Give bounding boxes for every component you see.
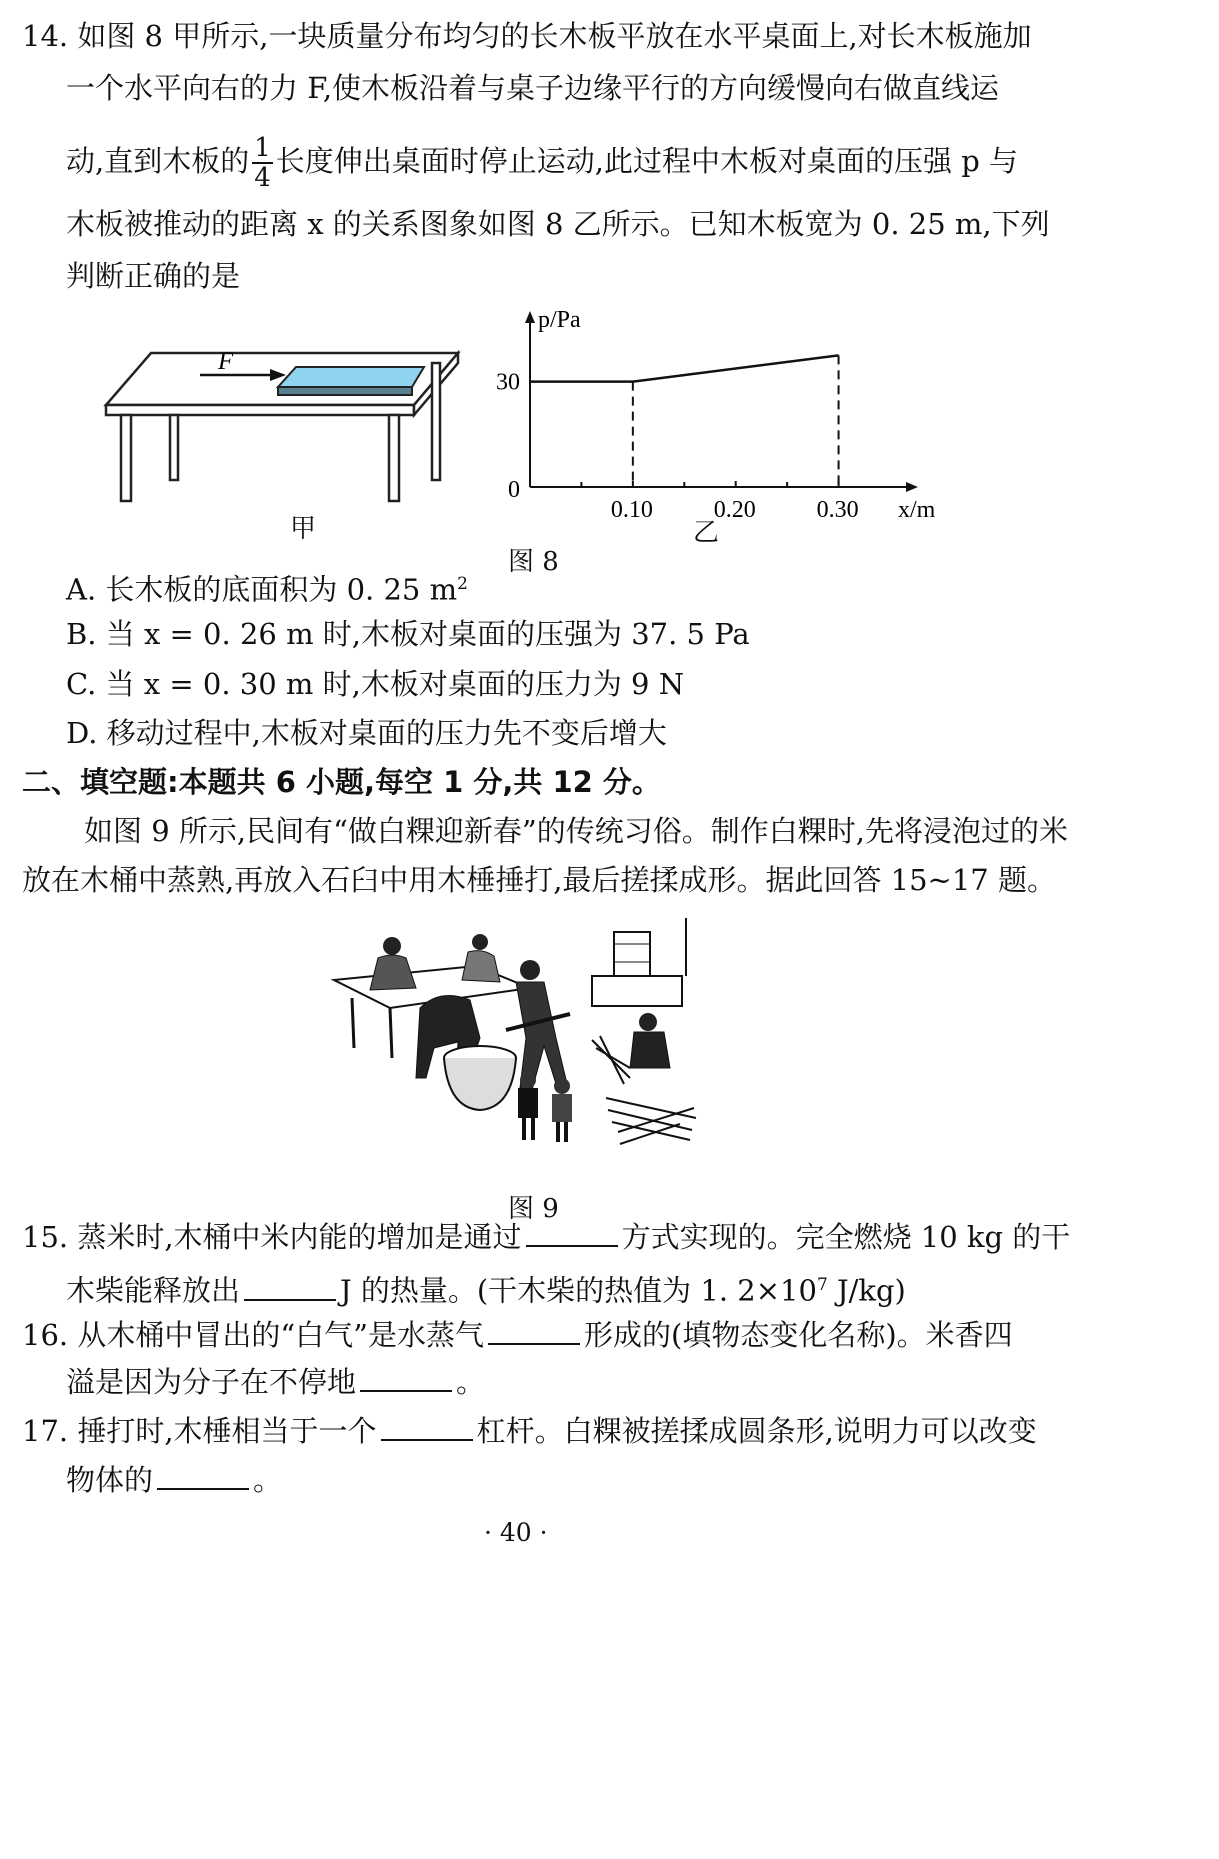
q16-line-1 bbox=[22, 1315, 1013, 1355]
q17-line-1 bbox=[22, 1411, 1037, 1451]
stone-mortar bbox=[444, 1058, 516, 1110]
child-body bbox=[552, 1094, 572, 1122]
force-label: F bbox=[218, 348, 234, 375]
answer-blank[interactable] bbox=[526, 1219, 618, 1247]
x-axis-label: x/m bbox=[898, 497, 936, 523]
q15-text-e: J/kg) bbox=[827, 1273, 906, 1308]
q17-text-a: 17. 捶打时,木棰相当于一个 bbox=[22, 1414, 377, 1448]
q17-text-c: 物体的 bbox=[66, 1463, 154, 1497]
child-head bbox=[554, 1078, 570, 1094]
x-tick-label: 0.20 bbox=[713, 497, 756, 523]
answer-blank[interactable] bbox=[488, 1317, 580, 1345]
person-body bbox=[462, 951, 500, 982]
q17-text-b: 杠杆。白粿被搓揉成圆条形,说明力可以改变 bbox=[476, 1414, 1037, 1448]
option-a-superscript: 2 bbox=[457, 574, 468, 594]
q15-text-a: 15. 蒸米时,木桶中米内能的增加是通过 bbox=[22, 1220, 522, 1254]
q15-line-1 bbox=[22, 1217, 1070, 1257]
figure-8-right-caption: 乙 bbox=[693, 518, 720, 548]
option-b: B. 当 x = 0. 26 m 时,木板对桌面的压强为 37. 5 Pa bbox=[66, 617, 750, 651]
section-2-intro-line-1: 如图 9 所示,民间有“做白粿迎新春”的传统习俗。制作白粿时,先将浸泡过的米 bbox=[84, 814, 1068, 848]
table-leg bbox=[121, 415, 131, 501]
q15-text-c: 木柴能释放出 bbox=[66, 1273, 241, 1308]
wooden-board-front bbox=[278, 387, 412, 395]
y-axis-label: p/Pa bbox=[538, 307, 581, 333]
table-illustration bbox=[96, 345, 476, 545]
option-a bbox=[66, 564, 468, 610]
q14-line-3a: 动,直到木板的 bbox=[66, 144, 250, 178]
q14-line-4: 木板被推动的距离 x 的关系图象如图 8 乙所示。已知木板宽为 0. 25 m,下列 bbox=[66, 207, 1050, 241]
q14-line-3b: 长度伸出桌面时停止运动,此过程中木板对桌面的压强 p 与 bbox=[275, 144, 1018, 178]
q16-text-a: 16. 从木桶中冒出的“白气”是水蒸气 bbox=[22, 1318, 484, 1352]
x-axis-arrow bbox=[906, 482, 918, 492]
q17-text-d: 。 bbox=[253, 1463, 283, 1497]
y-axis-arrow bbox=[525, 311, 535, 323]
fraction-numerator: 1 bbox=[254, 133, 271, 163]
q14-line-3 bbox=[66, 134, 1018, 192]
stove bbox=[592, 976, 682, 1006]
origin-label: 0 bbox=[508, 477, 520, 503]
answer-blank[interactable] bbox=[360, 1364, 452, 1392]
person-body bbox=[370, 955, 416, 990]
q15-text-d: J 的热量。(干木柴的热值为 1. 2×10 bbox=[340, 1273, 817, 1308]
fraction-denominator: 4 bbox=[254, 163, 271, 193]
person-head bbox=[639, 1013, 657, 1031]
q15-text-b: 方式实现的。完全燃烧 10 kg 的干 bbox=[621, 1220, 1071, 1254]
option-c: C. 当 x = 0. 30 m 时,木板对桌面的压力为 9 N bbox=[66, 667, 685, 701]
y-tick-label: 30 bbox=[496, 369, 520, 396]
q14-line-1: 14. 如图 8 甲所示,一块质量分布均匀的长木板平放在水平桌面上,对长木板施加 bbox=[22, 19, 1032, 53]
x-tick-label: 0.10 bbox=[610, 497, 653, 523]
table-leg bbox=[389, 415, 399, 501]
figure-8-left-caption: 甲 bbox=[290, 514, 317, 544]
table-leg bbox=[170, 415, 178, 480]
q16-text-c: 溢是因为分子在不停地 bbox=[66, 1365, 357, 1399]
figure-8-caption: 图 8 bbox=[508, 547, 559, 577]
person-head bbox=[383, 937, 401, 955]
pressure-series-line bbox=[530, 355, 839, 381]
q16-line-2 bbox=[66, 1362, 485, 1402]
making-rice-cakes-illustration bbox=[330, 918, 700, 1178]
child-body bbox=[518, 1088, 538, 1118]
q15-line-2 bbox=[66, 1265, 906, 1311]
table-leg bbox=[432, 363, 440, 480]
figure-9-caption: 图 9 bbox=[508, 1194, 559, 1224]
q14-line-5: 判断正确的是 bbox=[66, 259, 241, 293]
table-top-edge bbox=[106, 405, 414, 415]
person-head bbox=[472, 934, 488, 950]
answer-blank[interactable] bbox=[381, 1413, 473, 1441]
wooden-board-top bbox=[278, 367, 424, 387]
pressure-distance-chart bbox=[496, 305, 936, 535]
section-2-intro-line-2: 放在木桶中蒸熟,再放入石臼中用木棰捶打,最后搓揉成形。据此回答 15~17 题。 bbox=[22, 863, 1056, 897]
table-leg bbox=[352, 998, 354, 1048]
table-leg bbox=[390, 1008, 392, 1058]
person-body bbox=[630, 1032, 670, 1068]
x-tick-label: 0.30 bbox=[816, 497, 859, 523]
q14-line-2: 一个水平向右的力 F,使木板沿着与桌子边缘平行的方向缓慢向右做直线运 bbox=[66, 71, 1000, 105]
option-a-text: A. 长木板的底面积为 0. 25 m bbox=[66, 572, 458, 607]
person-head bbox=[520, 960, 540, 980]
fraction-one-quarter bbox=[252, 134, 273, 192]
child-head bbox=[520, 1072, 536, 1088]
page-number: · 40 · bbox=[484, 1518, 548, 1547]
answer-blank[interactable] bbox=[244, 1273, 336, 1301]
steaming-bucket bbox=[614, 932, 650, 976]
option-d: D. 移动过程中,木板对桌面的压力先不变后增大 bbox=[66, 716, 667, 750]
q15-exponent: 7 bbox=[816, 1275, 828, 1295]
q16-text-d: 。 bbox=[456, 1365, 486, 1399]
answer-blank[interactable] bbox=[157, 1462, 249, 1490]
q16-text-b: 形成的(填物态变化名称)。米香四 bbox=[584, 1318, 1013, 1352]
section-2-heading: 二、填空题:本题共 6 小题,每空 1 分,共 12 分。 bbox=[22, 765, 661, 799]
q17-line-2 bbox=[66, 1460, 282, 1500]
